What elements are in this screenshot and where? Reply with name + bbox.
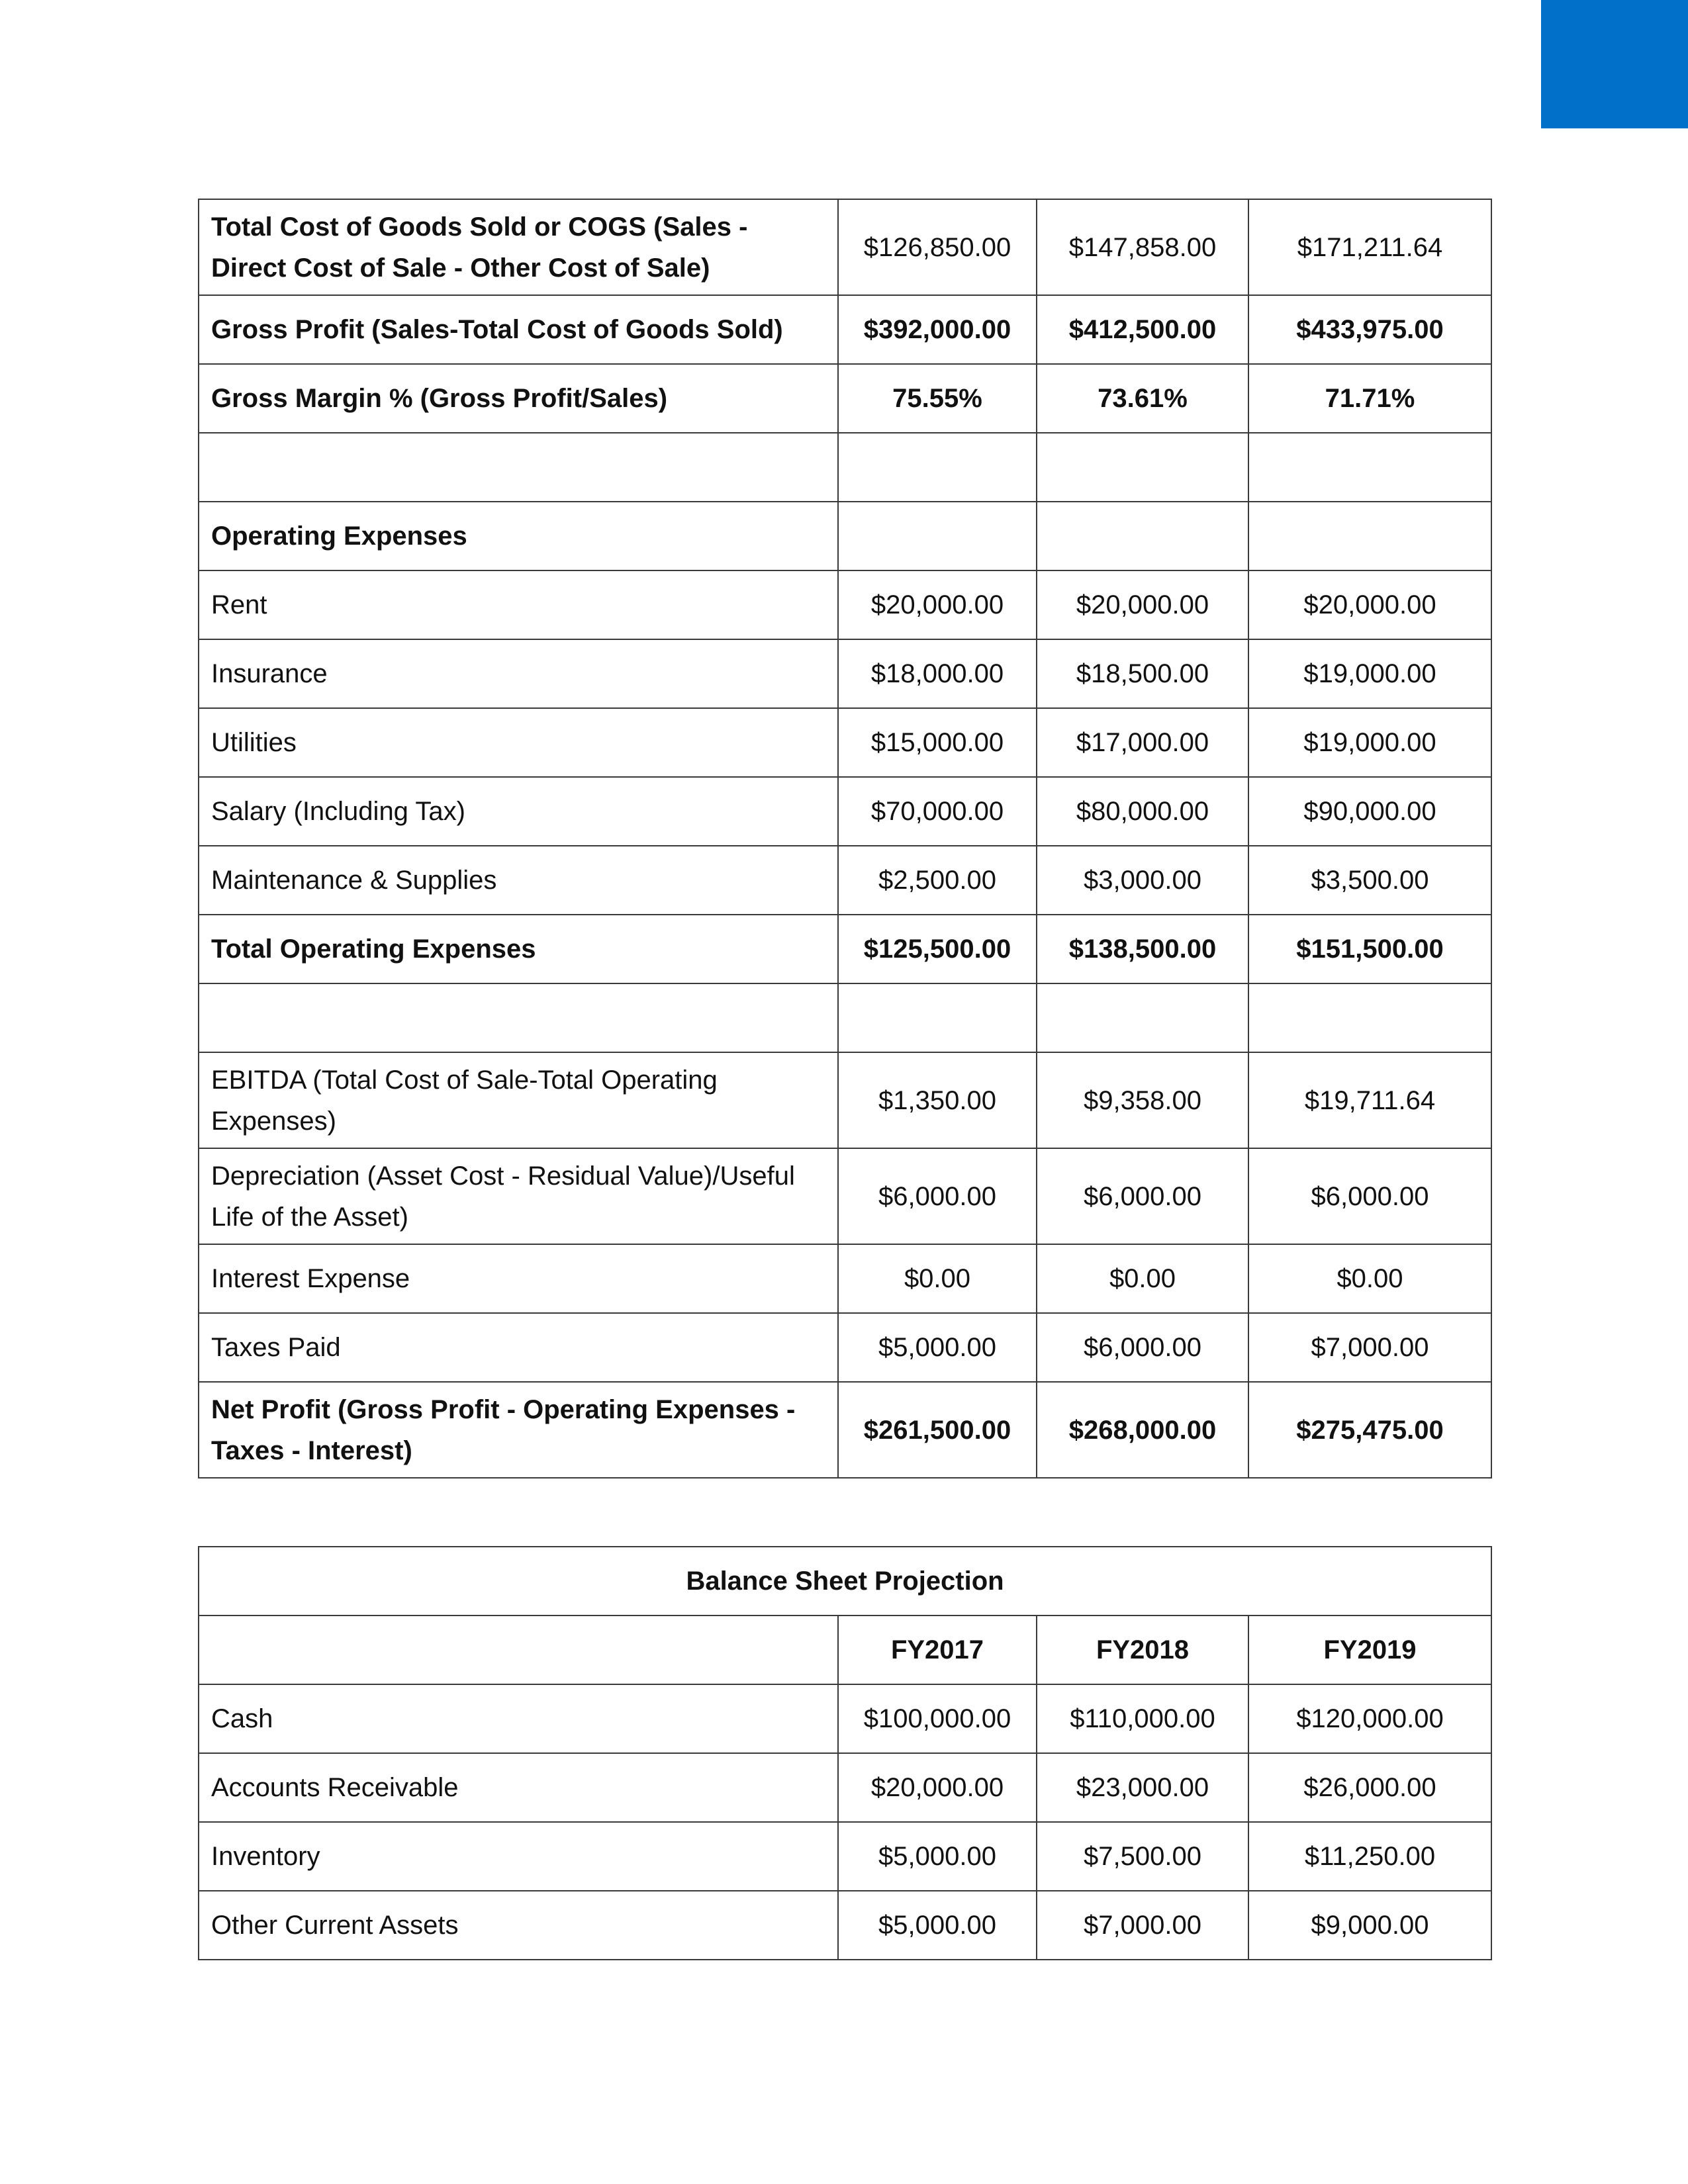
value-fy2019: $19,000.00 [1248,708,1491,777]
table-row [199,1822,1491,1891]
value-fy2017: $100,000.00 [838,1684,1037,1753]
value-fy2019: $171,211.64 [1248,199,1491,295]
row-label: Accounts Receivable [199,1753,838,1822]
value-fy2017 [838,502,1037,570]
value-fy2018: $20,000.00 [1037,570,1248,639]
row-label: Cash [199,1684,838,1753]
value-fy2018: $147,858.00 [1037,199,1248,295]
row-label: Other Current Assets [199,1891,838,1960]
value-fy2017: $261,500.00 [838,1382,1037,1478]
value-fy2017: $18,000.00 [838,639,1037,708]
header-fy2017: FY2017 [838,1615,1037,1684]
value-fy2019: $433,975.00 [1248,295,1491,364]
row-label: Total Operating Expenses [199,915,838,983]
table-row [199,846,1491,915]
header-fy2019: FY2019 [1248,1615,1491,1684]
value-fy2017: $5,000.00 [838,1822,1037,1891]
value-fy2017 [838,433,1037,502]
value-fy2018: $412,500.00 [1037,295,1248,364]
value-fy2019: $6,000.00 [1248,1148,1491,1244]
table-row [199,199,1491,295]
value-fy2017: $20,000.00 [838,570,1037,639]
table-row [199,570,1491,639]
value-fy2019: $19,000.00 [1248,639,1491,708]
row-label: Rent [199,570,838,639]
value-fy2019: $7,000.00 [1248,1313,1491,1382]
table-row [199,708,1491,777]
value-fy2019: $20,000.00 [1248,570,1491,639]
total-row [199,915,1491,983]
value-fy2017: $15,000.00 [838,708,1037,777]
row-label: Insurance [199,639,838,708]
row-label [199,433,838,502]
corner-accent-block [1541,0,1688,128]
row-label: Utilities [199,708,838,777]
value-fy2019: $0.00 [1248,1244,1491,1313]
value-fy2017: $70,000.00 [838,777,1037,846]
value-fy2019 [1248,983,1491,1052]
table-row-empty [199,433,1491,502]
header-blank-cell [199,1615,838,1684]
value-fy2018: $7,500.00 [1037,1822,1248,1891]
value-fy2017: $6,000.00 [838,1148,1037,1244]
value-fy2019: $275,475.00 [1248,1382,1491,1478]
value-fy2017: $126,850.00 [838,199,1037,295]
table-row [199,777,1491,846]
table-title-row [199,1547,1491,1615]
value-fy2017: $2,500.00 [838,846,1037,915]
table-row [199,295,1491,364]
table-row [199,1313,1491,1382]
income-statement-table [198,199,1492,1479]
value-fy2019: $19,711.64 [1248,1052,1491,1148]
value-fy2019: $11,250.00 [1248,1822,1491,1891]
value-fy2019: $90,000.00 [1248,777,1491,846]
table-row [199,1148,1491,1244]
value-fy2018: $110,000.00 [1037,1684,1248,1753]
row-label: Net Profit (Gross Profit - Operating Expenses - Taxes - Interest) [199,1382,838,1478]
value-fy2018 [1037,983,1248,1052]
total-row [199,1382,1491,1478]
value-fy2018 [1037,433,1248,502]
value-fy2019: $9,000.00 [1248,1891,1491,1960]
value-fy2019 [1248,433,1491,502]
row-label: Interest Expense [199,1244,838,1313]
table-row [199,364,1491,433]
value-fy2017: $392,000.00 [838,295,1037,364]
table-row [199,1684,1491,1753]
row-label: Depreciation (Asset Cost - Residual Value)/Useful Life of the Asset) [199,1148,838,1244]
value-fy2018: $7,000.00 [1037,1891,1248,1960]
value-fy2019: $120,000.00 [1248,1684,1491,1753]
value-fy2017 [838,983,1037,1052]
value-fy2017: $20,000.00 [838,1753,1037,1822]
value-fy2018: $6,000.00 [1037,1313,1248,1382]
table-row [199,1891,1491,1960]
value-fy2018: $3,000.00 [1037,846,1248,915]
section-label: Operating Expenses [199,502,838,570]
row-label: Inventory [199,1822,838,1891]
row-label: Salary (Including Tax) [199,777,838,846]
table-row-empty [199,983,1491,1052]
value-fy2018: $17,000.00 [1037,708,1248,777]
section-header-row [199,502,1491,570]
value-fy2017: $0.00 [838,1244,1037,1313]
value-fy2018: $18,500.00 [1037,639,1248,708]
value-fy2017: $5,000.00 [838,1891,1037,1960]
row-label: Taxes Paid [199,1313,838,1382]
value-fy2019: $151,500.00 [1248,915,1491,983]
value-fy2019: 71.71% [1248,364,1491,433]
value-fy2017: $125,500.00 [838,915,1037,983]
value-fy2017: $1,350.00 [838,1052,1037,1148]
value-fy2018 [1037,502,1248,570]
table-row [199,1244,1491,1313]
balance-sheet-table [198,1546,1492,1960]
value-fy2018: $268,000.00 [1037,1382,1248,1478]
value-fy2017: 75.55% [838,364,1037,433]
value-fy2018: 73.61% [1037,364,1248,433]
table-row [199,1052,1491,1148]
value-fy2019: $26,000.00 [1248,1753,1491,1822]
value-fy2018: $80,000.00 [1037,777,1248,846]
row-label: Gross Margin % (Gross Profit/Sales) [199,364,838,433]
table-row [199,639,1491,708]
table-title: Balance Sheet Projection [199,1547,1491,1615]
value-fy2018: $9,358.00 [1037,1052,1248,1148]
row-label: Total Cost of Goods Sold or COGS (Sales - Direct Cost of Sale - Other Cost of Sale) [199,199,838,295]
value-fy2017: $5,000.00 [838,1313,1037,1382]
header-fy2018: FY2018 [1037,1615,1248,1684]
value-fy2019 [1248,502,1491,570]
row-label: EBITDA (Total Cost of Sale-Total Operating Expenses) [199,1052,838,1148]
value-fy2018: $0.00 [1037,1244,1248,1313]
row-label [199,983,838,1052]
value-fy2018: $23,000.00 [1037,1753,1248,1822]
row-label: Gross Profit (Sales-Total Cost of Goods Sold) [199,295,838,364]
value-fy2019: $3,500.00 [1248,846,1491,915]
value-fy2018: $138,500.00 [1037,915,1248,983]
value-fy2018: $6,000.00 [1037,1148,1248,1244]
row-label: Maintenance & Supplies [199,846,838,915]
header-row [199,1615,1491,1684]
table-row [199,1753,1491,1822]
